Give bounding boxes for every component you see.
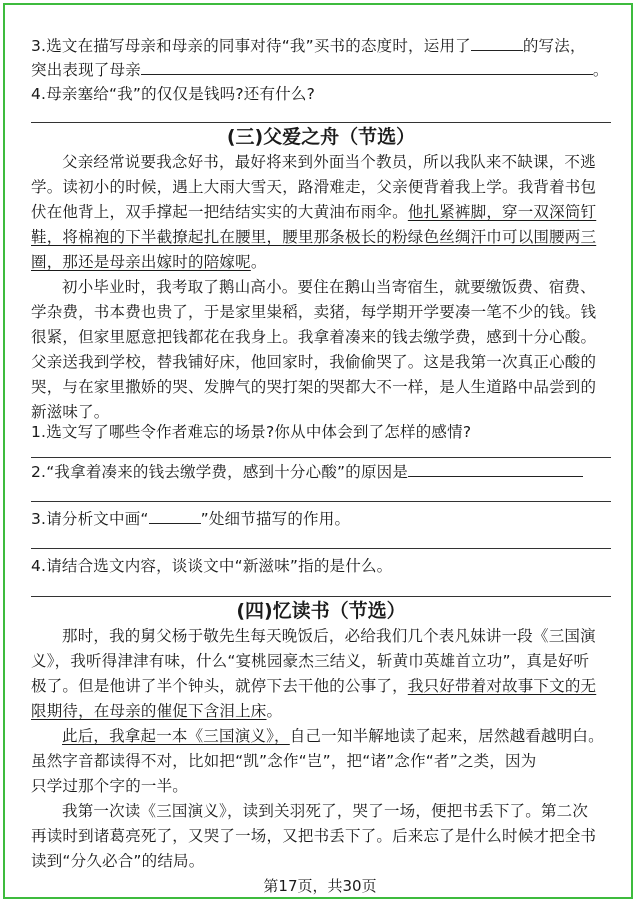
paragraph-line	[31, 725, 604, 747]
section-4-title: (四)忆读书（节选）	[236, 600, 406, 622]
question-text: 2.“我拿着凑来的钱去缴学费，感到十分心酸”的原因是	[31, 463, 409, 481]
paragraph-line: 父亲送我到学校，替我铺好床，他回家时，我偷偷哭了。这是我第一次真正心酸的	[31, 353, 597, 371]
underlined-text: 圈，那还是母亲出嫁时的陪嫁呢	[31, 253, 251, 271]
answer-line[interactable]	[31, 122, 611, 123]
paragraph-line: 只学过那个字的一半。	[31, 777, 189, 795]
paragraph-line: 读到“分久必合”的结局。	[31, 852, 205, 870]
paragraph-line: 很紧，但家里愿意把钱都花在我身上。我拿着凑来的钱去缴学费，感到十分心酸。	[31, 328, 597, 346]
page-number: 第17页，共30页	[263, 877, 377, 895]
answer-blank[interactable]	[149, 508, 201, 524]
paragraph-line: 父亲经常说要我念好书，最好将来到外面当个教员，所以我队来不缺课，不逃	[62, 153, 596, 171]
paragraph-line: 学杂费，书本费也贵了，于是家里粜稻，卖猪，每学期开学要凑一笔不少的钱。钱	[31, 303, 597, 321]
plain-text: 极了。但是他讲了半个钟头，就停下去干他的公事了，	[31, 677, 408, 695]
underlined-text: 鞋，将棉袍的下半截撩起扎在腰里，腰里那条极长的粉绿色丝绸汗巾可以围腰两三	[31, 228, 597, 246]
answer-blank[interactable]	[408, 461, 583, 477]
paragraph-line	[31, 675, 596, 697]
question-text: 3.请分析文中画“	[31, 510, 149, 528]
plain-text: 。	[250, 253, 267, 271]
answer-line[interactable]	[31, 596, 611, 597]
answer-blank[interactable]	[141, 59, 593, 75]
paragraph-line: 我第一次读《三国演义》，读到关羽死了，哭了一场，便把书丢下了。第二次	[62, 802, 589, 820]
paragraph-line: 新滋味了。	[31, 403, 110, 421]
question-4: 4.请结合选文内容，谈谈文中“新滋味”指的是什么。	[31, 557, 393, 575]
question-text: 突出表现了母亲	[31, 61, 141, 79]
paragraph-line: 那时，我的舅父杨于敬先生每天晚饭后，必给我们几个表凡妹讲一段《三国演	[62, 627, 596, 645]
question-text: ”处细节描写的作用。	[200, 510, 351, 528]
plain-text: 伏在他背上，双手撑起一把结结实实的大黄油布雨伞。	[31, 203, 408, 221]
paragraph-line: 再读时到诸葛亮死了，又哭了一场，又把书丢下了。后来忘了是什么时候才把全书	[31, 827, 597, 845]
question-3-line-2	[31, 59, 609, 81]
question-text: 的写法，	[522, 37, 586, 55]
paragraph-line: 虽然字音都读得不对，比如把“凯”念作“岂”，把“诸”念作“者”之类，因为	[31, 752, 537, 770]
question-4: 4.母亲塞给“我”的仅仅是钱吗?还有什么?	[31, 85, 316, 103]
paragraph-line: 义》，我听得津津有味，什么“宴桃园豪杰三结义，斩黄巾英雄首立功”，真是好听	[31, 652, 590, 670]
paragraph-line: 哭，与在家里撒娇的哭、发脾气的哭打架的哭都大不一样，是人生道路中品尝到的	[31, 378, 597, 396]
question-text: 3.选文在描写母亲和母亲的同事对待“我”买书的态度时，运用了	[31, 37, 471, 55]
question-1: 1.选文写了哪些令作者难忘的场景?你从中体会到了怎样的感情?	[31, 423, 472, 441]
underlined-text: 他扎紧裤脚，穿一双深筒钉	[407, 203, 597, 221]
paragraph-line: 初小毕业时，我考取了鹅山高小。要住在鹅山当寄宿生，就要缴饭费、宿费、	[62, 278, 596, 296]
underlined-text: 此后，我拿起一本《三国演义》，	[62, 727, 290, 745]
section-3-title: (三)父爱之舟（节选）	[226, 126, 416, 148]
plain-text: 。	[266, 702, 283, 720]
answer-blank[interactable]	[471, 35, 523, 51]
plain-text: 自己一知半解地读了起来，居然越看越明白。	[289, 727, 604, 745]
paragraph-line: 学。读初小的时候，遇上大雨大雪天，路滑难走，父亲便背着我上学。我背着书包	[31, 178, 597, 196]
paragraph-line	[31, 201, 596, 223]
paragraph-line	[31, 251, 267, 273]
question-3	[31, 508, 350, 530]
answer-line[interactable]	[31, 548, 611, 549]
question-text: 。	[592, 61, 609, 79]
answer-line[interactable]	[31, 457, 611, 458]
underlined-text: 我只好带着对故事下文的无	[407, 677, 597, 695]
paragraph-line	[31, 700, 282, 722]
underlined-text: 限期待，在母亲的催促下含泪上床	[31, 702, 267, 720]
question-3-line-1	[31, 35, 586, 57]
answer-line[interactable]	[31, 501, 611, 502]
question-2	[31, 461, 583, 483]
